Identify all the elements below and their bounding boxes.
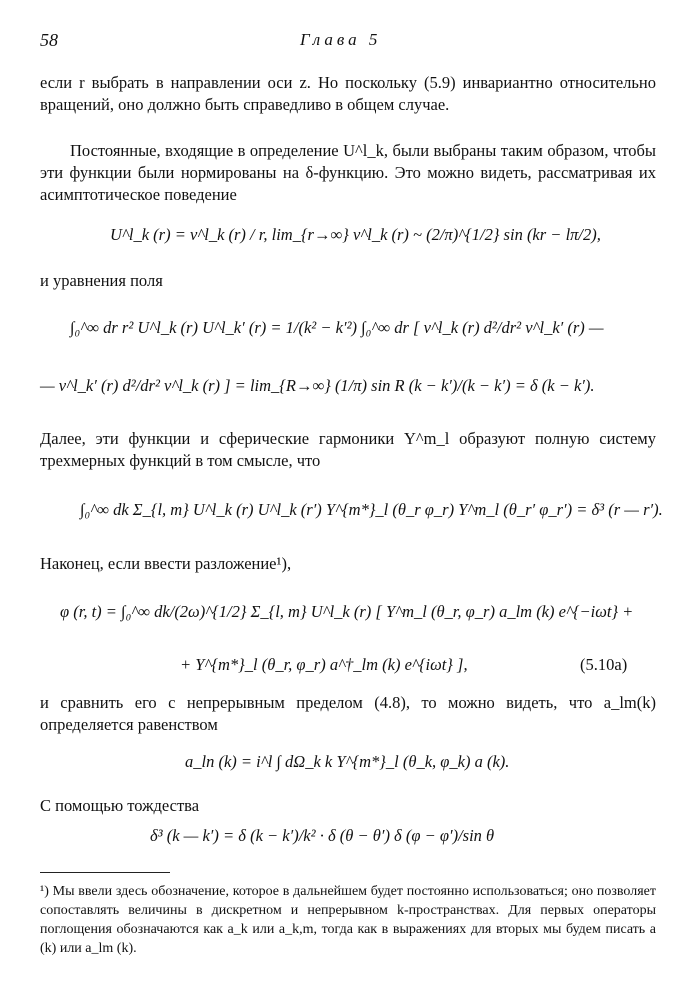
- paragraph-1: если r выбрать в направлении оси z. Но поскольку (5.9) инвариантно относительно вращений, оно должно быть справедливо в общем случае.: [40, 73, 656, 114]
- footnote-rule: [40, 872, 170, 873]
- running-title: Глава 5: [300, 30, 382, 49]
- equation-expansion-line-1: φ (r, t) = ∫₀^∞ dk/(2ω)^{1/2} Σ_{l, m} U^l_k (r) [ Y^m_l (θ_r, φ_r) a_lm (k) e^{−iωt} +: [60, 602, 634, 621]
- equation-field-line-2: — v^l_k′ (r) d²/dr² v^l_k (r) ] = lim_{R→∞} (1/π) sin R (k − k′)/(k − k′) = δ (k − k′).: [40, 376, 595, 395]
- paragraph-5: Наконец, если ввести разложение¹),: [40, 554, 292, 573]
- paragraph-4: Далее, эти функции и сферические гармоники Y^m_l образуют полную систему трехмерных функций в том смысле, что: [40, 429, 656, 470]
- equation-asymptotic: U^l_k (r) = v^l_k (r) / r, lim_{r→∞} v^l_k (r) ~ (2/π)^{1/2} sin (kr − lπ/2),: [110, 225, 601, 244]
- paragraph-7: С помощью тождества: [40, 796, 200, 815]
- equation-expansion-line-2: + Y^{m*}_l (θ_r, φ_r) a^†_lm (k) e^{iωt} ],: [180, 655, 468, 674]
- equation-field-line-1: ∫₀^∞ dr r² U^l_k (r) U^l_k′ (r) = 1/(k² − k′²) ∫₀^∞ dr [ v^l_k (r) d²/dr² v^l_k′ (r) —: [70, 318, 604, 337]
- equation-identity: δ³ (k — k′) = δ (k − k′)/k² · δ (θ − θ′) δ (φ − φ′)/sin θ: [150, 826, 495, 845]
- page-number: 58: [40, 30, 58, 50]
- equation-coefficient: a_ln (k) = i^l ∫ dΩ_k k Y^{m*}_l (θ_k, φ_k) a (k).: [185, 752, 510, 771]
- paragraph-6: и сравнить его с непрерывным пределом (4.8), то можно видеть, что a_lm(k) определяется равенством: [40, 693, 656, 734]
- paragraph-3: и уравнения поля: [40, 271, 163, 290]
- paragraph-2: Постоянные, входящие в определение U^l_k, были выбраны таким образом, чтобы эти функции были нормированы на δ-функцию. Это можно видеть, рассматривая их асимптотическое поведение: [40, 141, 656, 204]
- footnote: ¹) Мы ввели здесь обозначение, которое в дальнейшем будет постоянно использоваться; оно позволяет сопоставлять величины в дискретном и непрерывном k-пространствах. Для первых операторы поглощения обозначаются как a_k или a_k,m, тогда как в выражениях для вторых мы будем писать a (k) или a_lm (k).: [40, 884, 656, 956]
- equation-number: (5.10a): [580, 655, 628, 674]
- equation-completeness: ∫₀^∞ dk Σ_{l, m} U^l_k (r) U^l_k (r′) Y^{m*}_l (θ_r φ_r) Y^m_l (θ_r′ φ_r′) = δ³ (r — r′).: [80, 500, 663, 519]
